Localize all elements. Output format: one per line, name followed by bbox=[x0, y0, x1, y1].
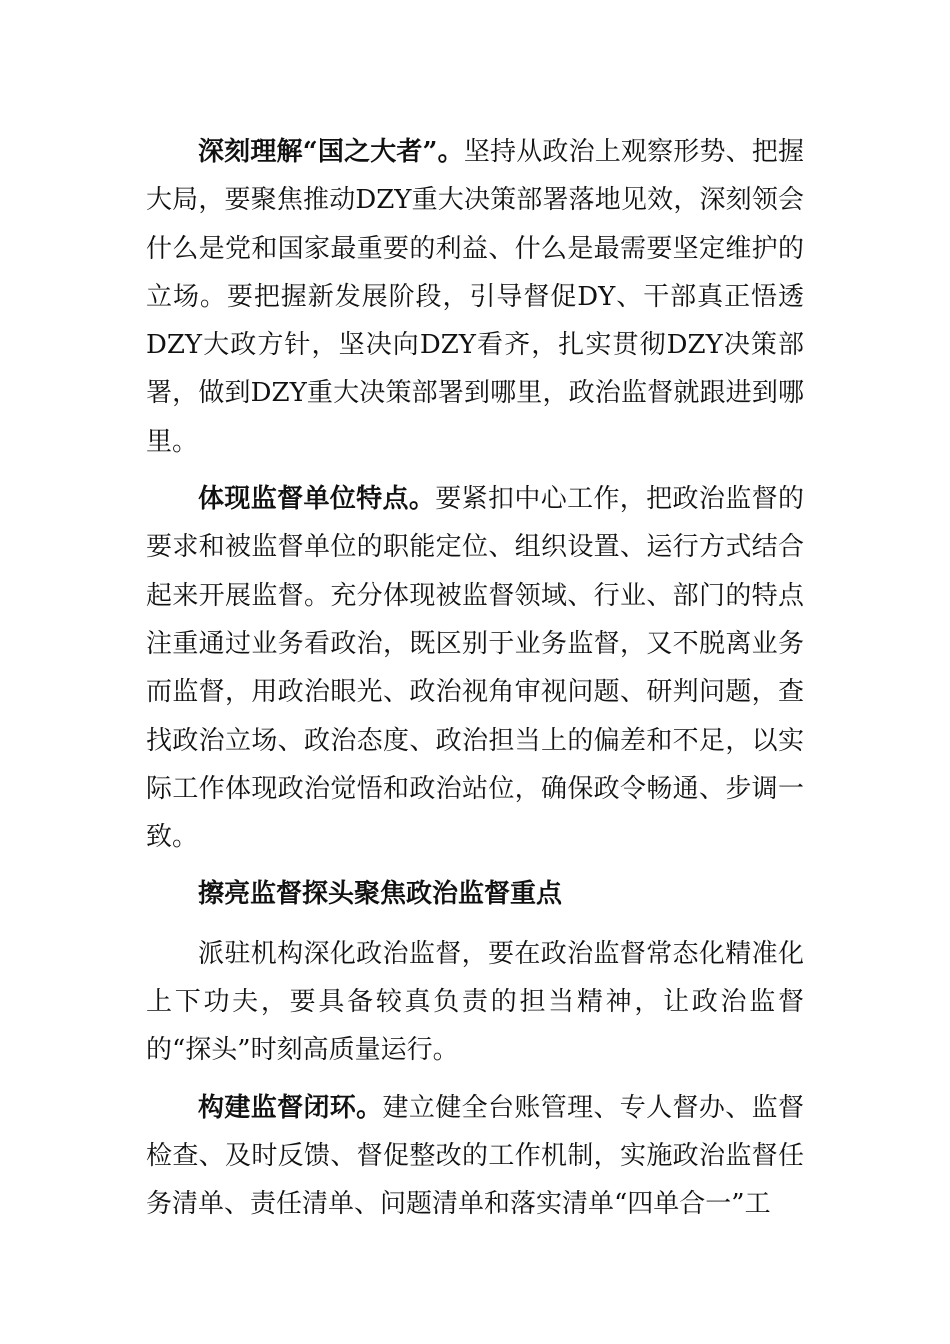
paragraph-lead: 体现监督单位特点。 bbox=[198, 484, 436, 515]
paragraph-body: 要紧扣中心工作，把政治监督的要求和被监督单位的职能定位、组织设置、运行方式结合起来开展监督。充分体现被监督领域、行业、部门的特点注重通过业务看政治，既区别于业务监督，又不脱离业务而监督，用政治眼光、政治视角审视问题、研判问题，查找政治立场、政治态度、政治担当上的偏差和不足，以实际工作体现政治觉悟和政治站位，确保政令畅通、步调一致。 bbox=[146, 484, 804, 853]
document-page bbox=[146, 128, 804, 1238]
paragraph-understand-national-priorities bbox=[146, 128, 804, 466]
paragraph-lead: 深刻理解“国之大者”。 bbox=[198, 137, 464, 167]
section-heading: 擦亮监督探头聚焦政治监督重点 bbox=[198, 879, 563, 910]
paragraph-body: 坚持从政治上观察形势、把握大局，要聚焦推动DZY重大决策部署落地见效，深刻领会什么是党和国家最重要的利益、什么是最需要坚定维护的立场。要把握新发展阶段，引导督促DY、干部真正悟透DZY大政方针，坚决向DZY看齐，扎实贯彻DZY决策部署，做到DZY重大决策部署到哪里，政治监督就跟进到哪里。 bbox=[146, 137, 804, 457]
paragraph-intro: 派驻机构深化政治监督，要在政治监督常态化精准化上下功夫，要具备较真负责的担当精神，让政治监督的“探头”时刻高质量运行。 bbox=[146, 938, 804, 1066]
paragraph-lead: 构建监督闭环。 bbox=[198, 1092, 383, 1123]
paragraph-body: 建立健全台账管理、专人督办、监督检查、及时反馈、督促整改的工作机制，实施政治监督任务清单、责任清单、问题清单和落实清单“四单合一”工 bbox=[146, 1092, 804, 1220]
paragraph-supervision-loop bbox=[146, 1084, 804, 1229]
paragraph-unit-characteristics bbox=[146, 475, 804, 861]
